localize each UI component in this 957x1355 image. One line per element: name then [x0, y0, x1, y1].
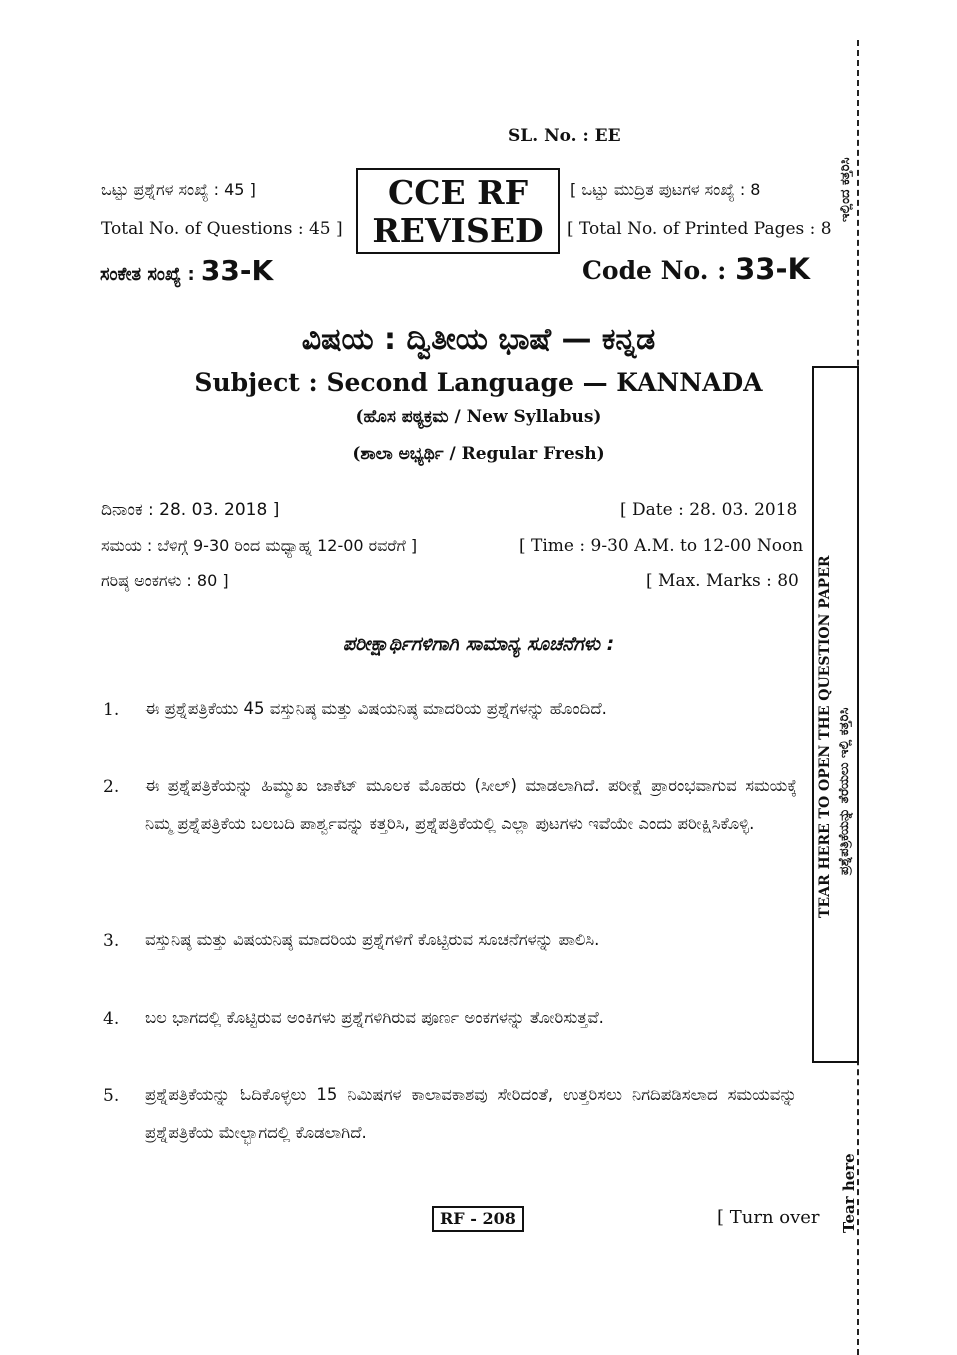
paper-code-box: RF - 208	[432, 1206, 524, 1232]
tear-here-label: Tear here	[840, 1153, 858, 1233]
total-questions-kannada: ಒಟ್ಟು ಪ್ರಶ್ನೆಗಳ ಸಂಖ್ಯೆ : 45 ]	[101, 180, 256, 199]
subject-english: Subject : Second Language — KANNADA	[194, 368, 763, 397]
instruction-number: 4.	[103, 1009, 120, 1029]
instruction-text: ಬಲ ಭಾಗದಲ್ಲಿ ಕೊಟ್ಟಿರುವ ಅಂಕಿಗಳು ಪ್ರಶ್ನೆಗಳಿಗಿರುವ ಪೂರ್ಣ ಅಂಕಗಳನ್ನು ತೋರಿಸುತ್ತವೆ.	[145, 1008, 604, 1027]
instruction-text: ಈ ಪ್ರಶ್ನೆಪತ್ರಿಕೆಯು 45 ವಸ್ತುನಿಷ್ಠ ಮತ್ತು ವಿಷಯನಿಷ್ಠ ಮಾದರಿಯ ಪ್ರಶ್ನೆಗಳನ್ನು ಹೊಂದಿದೆ.	[145, 699, 607, 718]
cce-rf-revised-box	[356, 168, 560, 254]
max-marks-kannada: ಗರಿಷ್ಠ ಅಂಕಗಳು : 80 ]	[101, 571, 229, 590]
turn-over-label: [ Turn over	[717, 1207, 820, 1228]
date-kannada: ದಿನಾಂಕ : 28. 03. 2018 ]	[101, 500, 280, 520]
total-questions-english: Total No. of Questions : 45 ]	[101, 219, 343, 239]
revised-label: REVISED	[372, 211, 544, 250]
code-kannada-label: ಸಂಕೇತ ಸಂಖ್ಯೆ :	[100, 264, 201, 285]
code-english-label: Code No. :	[582, 256, 736, 285]
serial-number: SL. No. : EE	[508, 126, 621, 146]
cce-rf-label: CCE RF	[387, 173, 529, 212]
instructions-title: ಪರೀಕ್ಷಾರ್ಥಿಗಳಿಗಾಗಿ ಸಾಮಾನ್ಯ ಸೂಚನೆಗಳು :	[342, 633, 615, 655]
instruction-number: 1.	[103, 700, 120, 720]
instruction-text: ವಸ್ತುನಿಷ್ಠ ಮತ್ತು ವಿಷಯನಿಷ್ಠ ಮಾದರಿಯ ಪ್ರಶ್ನೆಗಳಿಗೆ ಕೊಟ್ಟಿರುವ ಸೂಚನೆಗಳನ್ನು ಪಾಲಿಸಿ.	[145, 930, 600, 949]
tear-open-label-kannada: ಪ್ರಶ್ನೆಪತ್ರಿಕೆಯನ್ನು ತೆರೆಯಲು ಇಲ್ಲಿ ಕತ್ತರಿಸಿ	[837, 707, 852, 875]
code-english-value: 33-K	[735, 252, 810, 286]
time-kannada: ಸಮಯ : ಬೆಳಿಗ್ಗೆ 9-30 ರಿಂದ ಮಧ್ಯಾಹ್ನ 12-00 ರವರೆಗೆ ]	[101, 536, 418, 555]
subject-kannada: ವಿಷಯ : ದ್ವಿತೀಯ ಭಾಷೆ — ಕನ್ನಡ	[301, 322, 656, 357]
date-english: [ Date : 28. 03. 2018	[620, 500, 798, 520]
code-number-kannada	[100, 254, 273, 287]
code-number-english	[582, 252, 810, 286]
total-pages-kannada: [ ಒಟ್ಟು ಮುದ್ರಿತ ಪುಟಗಳ ಸಂಖ್ಯೆ : 8	[570, 180, 761, 199]
instruction-number: 3.	[103, 931, 120, 951]
instruction-text: ಈ ಪ್ರಶ್ನೆಪತ್ರಿಕೆಯನ್ನು ಹಿಮ್ಮುಖ ಜಾಕೆಟ್ ಮೂಲಕ ಮೊಹರು (ಸೀಲ್) ಮಾಡಲಾಗಿದೆ. ಪರೀಕ್ಷೆ ಪ್ರಾರಂಭವಾಗುವ ಸಮಯಕ್ಕೆ ನಿಮ್ಮ ಪ್ರಶ್ನೆಪತ್ರಿಕೆಯ ಬಲಬದಿ ಪಾರ್ಶ್ವವನ್ನು ಕತ್ತರಿಸಿ, ಪ್ರಶ್ನೆಪತ್ರಿಕೆಯಲ್ಲಿ ಎಲ್ಲಾ ಪುಟಗಳು ಇವೆಯೇ ಎಂದು ಪರೀಕ್ಷಿಸಿಕೊಳ್ಳಿ.	[145, 776, 797, 833]
max-marks-english: [ Max. Marks : 80	[646, 571, 799, 591]
total-pages-english: [ Total No. of Printed Pages : 8	[567, 219, 832, 239]
code-kannada-value: 33-K	[200, 254, 274, 287]
tear-label-top-kannada: ಇಲ್ಲಿಂದ ಕತ್ತರಿಸಿ	[838, 157, 853, 222]
tear-open-label-english: TEAR HERE TO OPEN THE QUESTION PAPER	[817, 555, 833, 918]
instruction-number: 5.	[103, 1086, 120, 1106]
time-english: [ Time : 9-30 A.M. to 12-00 Noon	[519, 536, 804, 556]
candidate-type-label: (ಶಾಲಾ ಅಭ್ಯರ್ಥಿ / Regular Fresh)	[352, 444, 605, 464]
instruction-text: ಪ್ರಶ್ನೆಪತ್ರಿಕೆಯನ್ನು ಓದಿಕೊಳ್ಳಲು 15 ನಿಮಿಷಗಳ ಕಾಲಾವಕಾಶವು ಸೇರಿದಂತೆ, ಉತ್ತರಿಸಲು ನಿಗದಿಪಡಿಸಲಾದ ಸಮಯವನ್ನು ಪ್ರಶ್ನೆಪತ್ರಿಕೆಯ ಮೇಲ್ಭಾಗದಲ್ಲಿ ಕೊಡಲಾಗಿದೆ.	[145, 1085, 797, 1142]
instruction-number: 2.	[103, 777, 120, 797]
syllabus-label: (ಹೊಸ ಪಠ್ಯಕ್ರಮ / New Syllabus)	[355, 407, 602, 427]
